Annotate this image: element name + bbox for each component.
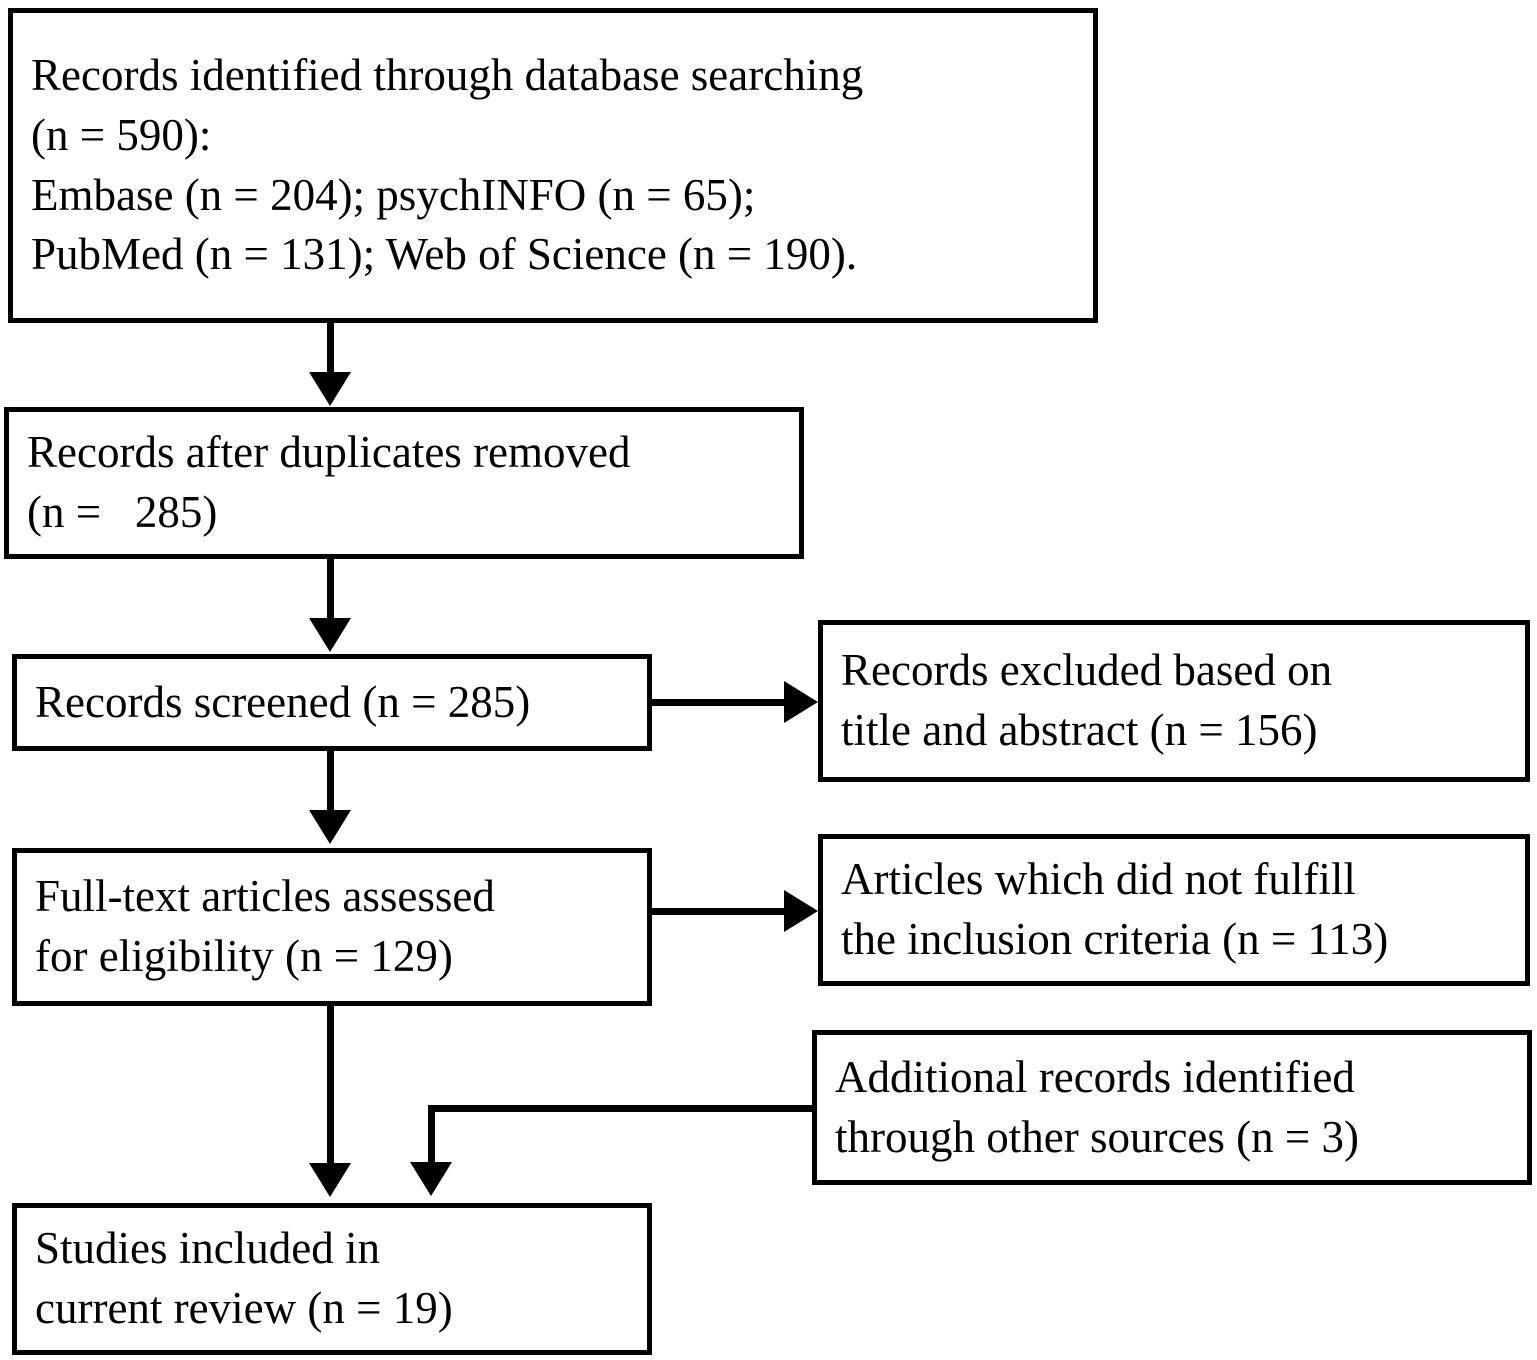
connector-additional-to-included-vertical [428,1105,435,1165]
box-additional-records-line-1: Additional records identified [835,1051,1355,1102]
box-articles-not-fulfilling-line-2: the inclusion criteria (n = 113) [841,914,1389,964]
box-articles-not-fulfilling [818,834,1530,986]
box-records-after-duplicates-line-1: Records after duplicates removed [27,427,631,478]
box-records-screened [12,654,652,751]
box-articles-not-fulfilling-line-1: Articles which did not fulfill [841,854,1356,905]
box-fulltext-assessed [12,848,652,1006]
arrowhead-duplicates-to-screened [309,618,351,652]
box-records-identified-line-2: (n = 590): [31,109,212,160]
box-fulltext-assessed-line-1: Full-text articles assessed [35,871,495,922]
box-records-excluded-line-1: Records excluded based on [841,645,1333,696]
arrowhead-fulltext-to-notfulfill [784,890,818,932]
box-studies-included-line-2: current review (n = 19) [35,1283,453,1333]
connector-screened-to-excluded [652,699,790,706]
connector-fulltext-to-included [327,1006,334,1166]
connector-additional-to-included-horizontal [432,1105,816,1112]
box-studies-included-line-1: Studies included in [35,1223,380,1274]
connector-screened-to-fulltext [327,751,334,813]
box-records-after-duplicates [4,407,804,559]
arrowhead-screened-to-excluded [784,681,818,723]
box-records-identified [8,8,1098,323]
box-records-excluded-line-2: title and abstract (n = 156) [841,705,1318,755]
box-records-identified-line-3: Embase (n = 204); psychINFO (n = 65); [31,169,756,220]
arrowhead-identified-to-duplicates [309,372,351,406]
box-records-excluded [818,620,1530,782]
box-additional-records-line-2: through other sources (n = 3) [835,1111,1360,1162]
box-records-identified-line-1: Records identified through database searching [31,49,864,100]
connector-identified-to-duplicates [327,323,334,375]
box-fulltext-assessed-line-2: for eligibility (n = 129) [35,931,453,981]
box-records-after-duplicates-line-2: (n = 285) [27,487,218,537]
arrowhead-fulltext-to-included [309,1163,351,1197]
connector-fulltext-to-notfulfill [652,908,790,915]
arrowhead-screened-to-fulltext [309,810,351,844]
box-records-identified-line-4: PubMed (n = 131); Web of Science (n = 190). [31,229,858,280]
box-additional-records [812,1030,1532,1185]
box-records-screened-line-1: Records screened (n = 285) [35,676,531,727]
connector-duplicates-to-screened [327,559,334,621]
arrowhead-additional-to-included [410,1162,452,1196]
box-studies-included [12,1203,652,1355]
